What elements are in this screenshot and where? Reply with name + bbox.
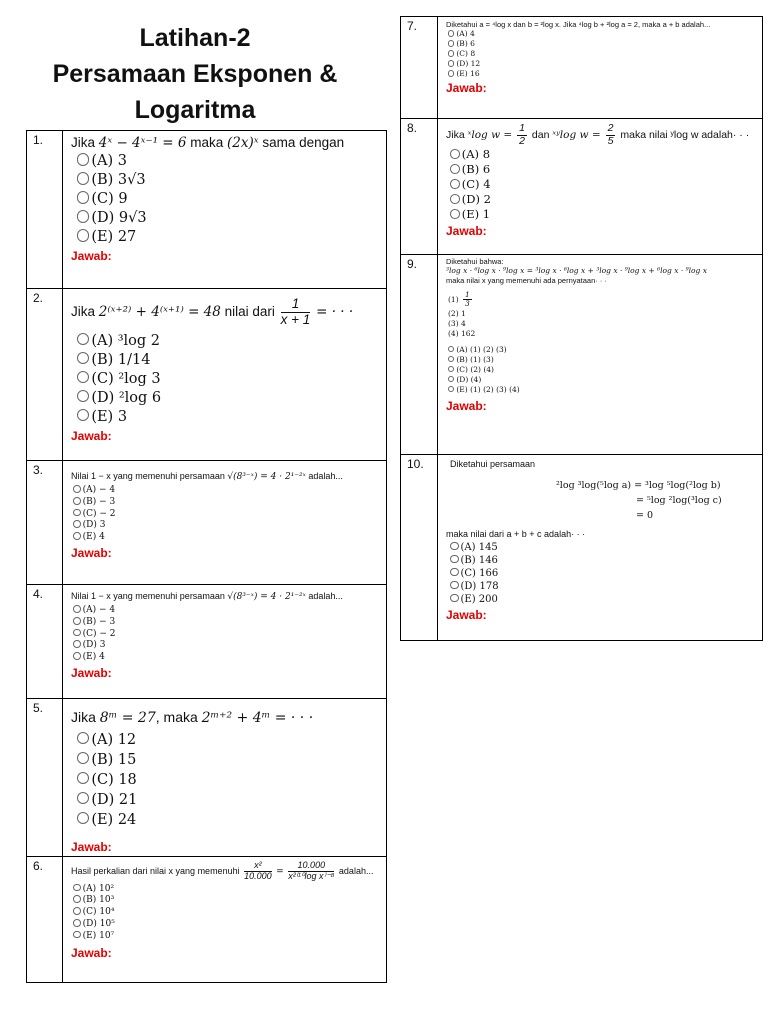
- question-row: [27, 131, 387, 289]
- statement-fraction: $\frac{1}{3}$: [465, 290, 470, 309]
- page-title: [30, 20, 360, 128]
- radio-circle-icon[interactable]: [73, 605, 81, 613]
- stem-text: Jika: [71, 135, 96, 150]
- answer-option[interactable]: (B) 1/14: [71, 351, 380, 370]
- answer-option[interactable]: (B) 6: [446, 39, 756, 49]
- radio-circle-icon[interactable]: [77, 812, 89, 824]
- question-body: [438, 119, 762, 238]
- answer-option[interactable]: (C) 10⁴: [71, 907, 380, 919]
- answer-option[interactable]: (A) ³log 2: [71, 332, 380, 351]
- answer-option[interactable]: (A) 10²: [71, 884, 380, 896]
- question-body: [438, 17, 762, 95]
- question-number: 7.: [401, 17, 438, 119]
- statement-item: (4) 162: [448, 328, 476, 338]
- answer-option[interactable]: (A) (1) (2) (3): [446, 345, 756, 355]
- stem-text: adalah...: [308, 591, 343, 601]
- stem-text: adalah...: [308, 471, 343, 481]
- title-line-3: Logaritma: [134, 96, 256, 124]
- radio-circle-icon[interactable]: [73, 509, 81, 517]
- question-body: [63, 289, 386, 443]
- radio-circle-icon[interactable]: [77, 772, 89, 784]
- stem-math: (2x)ˣ: [227, 135, 259, 151]
- answer-option[interactable]: (C) 166: [446, 567, 756, 580]
- radio-circle-icon[interactable]: [450, 555, 459, 564]
- radio-circle-icon[interactable]: [73, 931, 81, 939]
- answer-option[interactable]: (E) 4: [71, 652, 380, 664]
- answer-option[interactable]: (C) 9: [71, 190, 380, 209]
- stem-text: Jika: [71, 303, 96, 319]
- radio-circle-icon[interactable]: [73, 919, 81, 927]
- stem-text: = · · ·: [316, 303, 354, 320]
- radio-circle-icon[interactable]: [448, 60, 454, 66]
- stem-fraction: $\frac{\text{x²}}{10.000}$: [244, 860, 272, 881]
- answer-option[interactable]: (B) 146: [446, 554, 756, 567]
- answer-option[interactable]: (B) − 3: [71, 497, 380, 509]
- radio-circle-icon[interactable]: [73, 629, 81, 637]
- question-stem-line: Diketahui bahwa:: [446, 257, 504, 266]
- radio-circle-icon[interactable]: [73, 652, 81, 660]
- stem-text: Jika: [71, 709, 96, 725]
- stem-math: ˣlog w =: [467, 128, 513, 141]
- radio-circle-icon[interactable]: [73, 895, 81, 903]
- stem-fraction: $\frac{1}{x + 1}$: [280, 296, 311, 327]
- answer-option[interactable]: (D) 12: [446, 59, 756, 69]
- radio-circle-icon[interactable]: [73, 497, 81, 505]
- stem-math: 8ᵐ = 27: [99, 710, 156, 726]
- stem-math: 2ᵐ⁺² + 4ᵐ = · · ·: [201, 710, 314, 726]
- left-question-table: [26, 130, 387, 983]
- radio-circle-icon[interactable]: [77, 191, 89, 203]
- stem-math: 2⁽ˣ⁺²⁾ + 4⁽ˣ⁺¹⁾ = 48: [98, 303, 221, 320]
- question-row: [401, 119, 763, 255]
- radio-circle-icon[interactable]: [73, 640, 81, 648]
- radio-circle-icon[interactable]: [448, 376, 454, 382]
- stem-math: √(8³⁻ˣ) = 4 · 2¹⁻²ˣ: [227, 592, 306, 602]
- radio-circle-icon[interactable]: [448, 386, 454, 392]
- question-number: 2.: [27, 289, 63, 461]
- question-stem-line: ³log x · ⁶log x · ⁹log x = ³log x · ⁶log x + ³log x · ⁹log x + ⁶log x · ⁹log x: [446, 266, 707, 276]
- answer-option[interactable]: (D) 21: [71, 790, 380, 810]
- stem-text: Hasil perkalian dari nilai x yang memenuhi: [71, 865, 240, 876]
- answer-option[interactable]: (B) (1) (3): [446, 355, 756, 365]
- radio-circle-icon[interactable]: [73, 532, 81, 540]
- radio-circle-icon[interactable]: [450, 149, 460, 159]
- question-body: [63, 699, 386, 854]
- answer-option[interactable]: (A) 8: [446, 147, 756, 162]
- stem-text: dan: [531, 128, 550, 141]
- question-body: [63, 857, 386, 960]
- question-number: 10.: [401, 455, 438, 641]
- answer-option[interactable]: (C) 4: [446, 177, 756, 192]
- stem-text: Jika: [446, 128, 465, 141]
- answer-option[interactable]: (A) − 4: [71, 605, 380, 617]
- answer-option[interactable]: (B) − 3: [71, 617, 380, 629]
- answer-option[interactable]: (D) (4): [446, 375, 756, 385]
- question-number: 9.: [401, 255, 438, 455]
- answer-option[interactable]: (E) 16: [446, 69, 756, 79]
- stem-text: sama dengan: [262, 135, 345, 150]
- question-stem: maka nilai dari a + b + c adalah· · ·: [446, 529, 586, 540]
- question-body: [438, 255, 762, 413]
- question-stem: [71, 297, 380, 328]
- stem-math: 4ˣ − 4ˣ⁻¹ = 6: [98, 135, 187, 151]
- stem-fraction: $\frac{1}{2}$: [519, 122, 525, 147]
- equation-line: = 0: [636, 510, 654, 522]
- stem-math: √(8³⁻ˣ) = 4 · 2¹⁻²ˣ: [227, 472, 306, 482]
- title-line-1: Latihan-2: [139, 24, 251, 52]
- jawab-label: Jawab:: [446, 607, 487, 622]
- radio-circle-icon[interactable]: [73, 907, 81, 915]
- answer-option[interactable]: (D) ²log 6: [71, 389, 380, 408]
- answer-option[interactable]: (A) 145: [446, 541, 756, 554]
- jawab-label: Jawab:: [71, 545, 112, 560]
- question-number: 1.: [27, 131, 63, 289]
- question-row: [27, 699, 387, 857]
- answer-option[interactable]: (B) 10³: [71, 895, 380, 907]
- answer-option[interactable]: (E) 1: [446, 207, 756, 222]
- answer-option[interactable]: (B) 15: [71, 750, 380, 770]
- answer-option[interactable]: (D) 3: [71, 640, 380, 652]
- equation-line: ²log ³log(⁵log a) = ³log ⁵log(²log b): [556, 480, 721, 492]
- answer-option[interactable]: (B) 3√3: [71, 171, 380, 190]
- radio-circle-icon[interactable]: [448, 346, 454, 352]
- radio-circle-icon[interactable]: [77, 371, 89, 383]
- question-stem: Diketahui a = ⁴log x dan b = ²log x. Jika ⁴log b + ²log a = 2, maka a + b adalah...: [446, 20, 711, 29]
- jawab-label: Jawab:: [71, 946, 112, 961]
- radio-circle-icon[interactable]: [450, 581, 459, 590]
- question-row: [27, 289, 387, 461]
- stem-text: Nilai 1 − x yang memenuhi persamaan: [71, 471, 225, 481]
- statement-item: (3) 4: [448, 318, 466, 328]
- question-number: 4.: [27, 585, 63, 699]
- radio-circle-icon[interactable]: [450, 568, 459, 577]
- title-line-2: Persamaan Eksponen &: [52, 60, 338, 88]
- answer-option[interactable]: (C) (2) (4): [446, 365, 756, 375]
- stem-text: Nilai 1 − x yang memenuhi persamaan: [71, 591, 225, 601]
- question-number: 6.: [27, 857, 63, 983]
- radio-circle-icon[interactable]: [73, 520, 81, 528]
- radio-circle-icon[interactable]: [77, 352, 89, 364]
- question-row: [401, 255, 763, 455]
- answer-option[interactable]: (A) − 4: [71, 485, 380, 497]
- radio-circle-icon[interactable]: [77, 153, 89, 165]
- question-stem: [71, 591, 380, 603]
- radio-circle-icon[interactable]: [450, 594, 459, 603]
- radio-circle-icon[interactable]: [448, 50, 454, 56]
- radio-circle-icon[interactable]: [73, 884, 81, 892]
- radio-circle-icon[interactable]: [77, 229, 89, 241]
- equation-line: = ⁵log ²log(³log c): [636, 495, 722, 507]
- jawab-label: Jawab:: [446, 398, 487, 413]
- jawab-label: Jawab:: [446, 81, 487, 96]
- answer-option[interactable]: (D) 3: [71, 520, 380, 532]
- answer-option[interactable]: (C) − 2: [71, 629, 380, 641]
- jawab-label: Jawab:: [71, 665, 112, 680]
- answer-option[interactable]: (C) ²log 3: [71, 370, 380, 389]
- stem-text: nilai dari: [224, 303, 275, 319]
- radio-circle-icon[interactable]: [77, 409, 89, 421]
- radio-circle-icon[interactable]: [77, 172, 89, 184]
- question-number: 5.: [27, 699, 63, 857]
- radio-circle-icon[interactable]: [448, 366, 454, 372]
- answer-option[interactable]: (D) 9√3: [71, 209, 380, 228]
- radio-circle-icon[interactable]: [448, 356, 454, 362]
- question-body: [438, 455, 762, 622]
- question-row: [401, 17, 763, 119]
- radio-circle-icon[interactable]: [450, 542, 459, 551]
- answer-option[interactable]: (E) 24: [71, 810, 380, 830]
- statement-item: (2) 1: [448, 308, 466, 318]
- answer-option[interactable]: (A) 4: [446, 29, 756, 39]
- question-stem: [71, 135, 380, 152]
- question-stem-line: maka nilai x yang memenuhi ada pernyataan· · ·: [446, 275, 607, 285]
- radio-circle-icon[interactable]: [77, 752, 89, 764]
- radio-circle-icon[interactable]: [450, 194, 460, 204]
- statement-item: (1) $\frac{1}{3}$: [448, 290, 470, 309]
- radio-circle-icon[interactable]: [448, 30, 454, 36]
- radio-circle-icon[interactable]: [77, 732, 89, 744]
- radio-circle-icon[interactable]: [77, 333, 89, 345]
- radio-circle-icon[interactable]: [77, 792, 89, 804]
- jawab-label: Jawab:: [71, 839, 112, 854]
- question-row: [27, 857, 387, 983]
- question-stem: Hasil perkalian dari nilai x yang memenuhi $\frac{\text{x²}}{10.000}$ = $\frac{10.000}{\text{x²⁽¹⁰log x⁾⁻⁸}}$ adalah...: [71, 860, 374, 881]
- stem-text: maka nilai ʸlog w adalah· · ·: [620, 128, 750, 141]
- answer-option[interactable]: (A) 12: [71, 730, 380, 750]
- answer-option[interactable]: (E) (1) (2) (3) (4): [446, 385, 756, 395]
- question-stem: [446, 123, 756, 147]
- answer-option[interactable]: (E) 200: [446, 593, 756, 606]
- answer-option[interactable]: (A) 3: [71, 152, 380, 171]
- jawab-label: Jawab:: [71, 248, 112, 263]
- stem-text: , maka: [155, 709, 198, 725]
- question-body: [63, 585, 386, 680]
- answer-option[interactable]: (C) 18: [71, 770, 380, 790]
- equation-block: [556, 478, 756, 523]
- right-question-table: [400, 16, 763, 641]
- stem-fraction: $\frac{10.000}{\text{x²⁽¹⁰log x⁾⁻⁸}}$: [288, 860, 335, 881]
- question-stem: [71, 709, 380, 728]
- question-row: [27, 461, 387, 585]
- question-number: 8.: [401, 119, 438, 255]
- question-stem: Diketahui persamaan: [450, 459, 536, 469]
- stem-fraction: $\frac{2}{5}$: [607, 122, 614, 147]
- answer-option[interactable]: (C) − 2: [71, 509, 380, 521]
- radio-circle-icon[interactable]: [77, 210, 89, 222]
- answer-option[interactable]: (E) 3: [71, 408, 380, 427]
- radio-circle-icon[interactable]: [73, 617, 81, 625]
- answer-option[interactable]: (D) 2: [446, 192, 756, 207]
- question-stem: [71, 471, 380, 483]
- answer-option[interactable]: (E) 27: [71, 228, 380, 247]
- answer-option[interactable]: (B) 6: [446, 162, 756, 177]
- question-row: [27, 585, 387, 699]
- answer-option[interactable]: (D) 178: [446, 580, 756, 593]
- stem-text: adalah...: [338, 865, 374, 876]
- question-row: [401, 455, 763, 641]
- stem-math: ˣʸlog w =: [552, 128, 601, 141]
- jawab-label: Jawab:: [446, 224, 487, 239]
- answer-option[interactable]: (C) 8: [446, 49, 756, 59]
- radio-circle-icon[interactable]: [450, 164, 460, 174]
- answer-option[interactable]: (D) 10⁵: [71, 919, 380, 931]
- radio-circle-icon[interactable]: [450, 209, 460, 219]
- answer-option[interactable]: (E) 10⁷: [71, 931, 380, 943]
- radio-circle-icon[interactable]: [77, 390, 89, 402]
- radio-circle-icon[interactable]: [448, 70, 454, 76]
- question-number: 3.: [27, 461, 63, 585]
- answer-option[interactable]: (E) 4: [71, 532, 380, 544]
- radio-circle-icon[interactable]: [73, 485, 81, 493]
- jawab-label: Jawab:: [71, 428, 112, 443]
- radio-circle-icon[interactable]: [450, 179, 460, 189]
- stem-text: maka: [190, 135, 224, 150]
- radio-circle-icon[interactable]: [448, 40, 454, 46]
- question-body: [63, 131, 386, 263]
- question-body: [63, 461, 386, 560]
